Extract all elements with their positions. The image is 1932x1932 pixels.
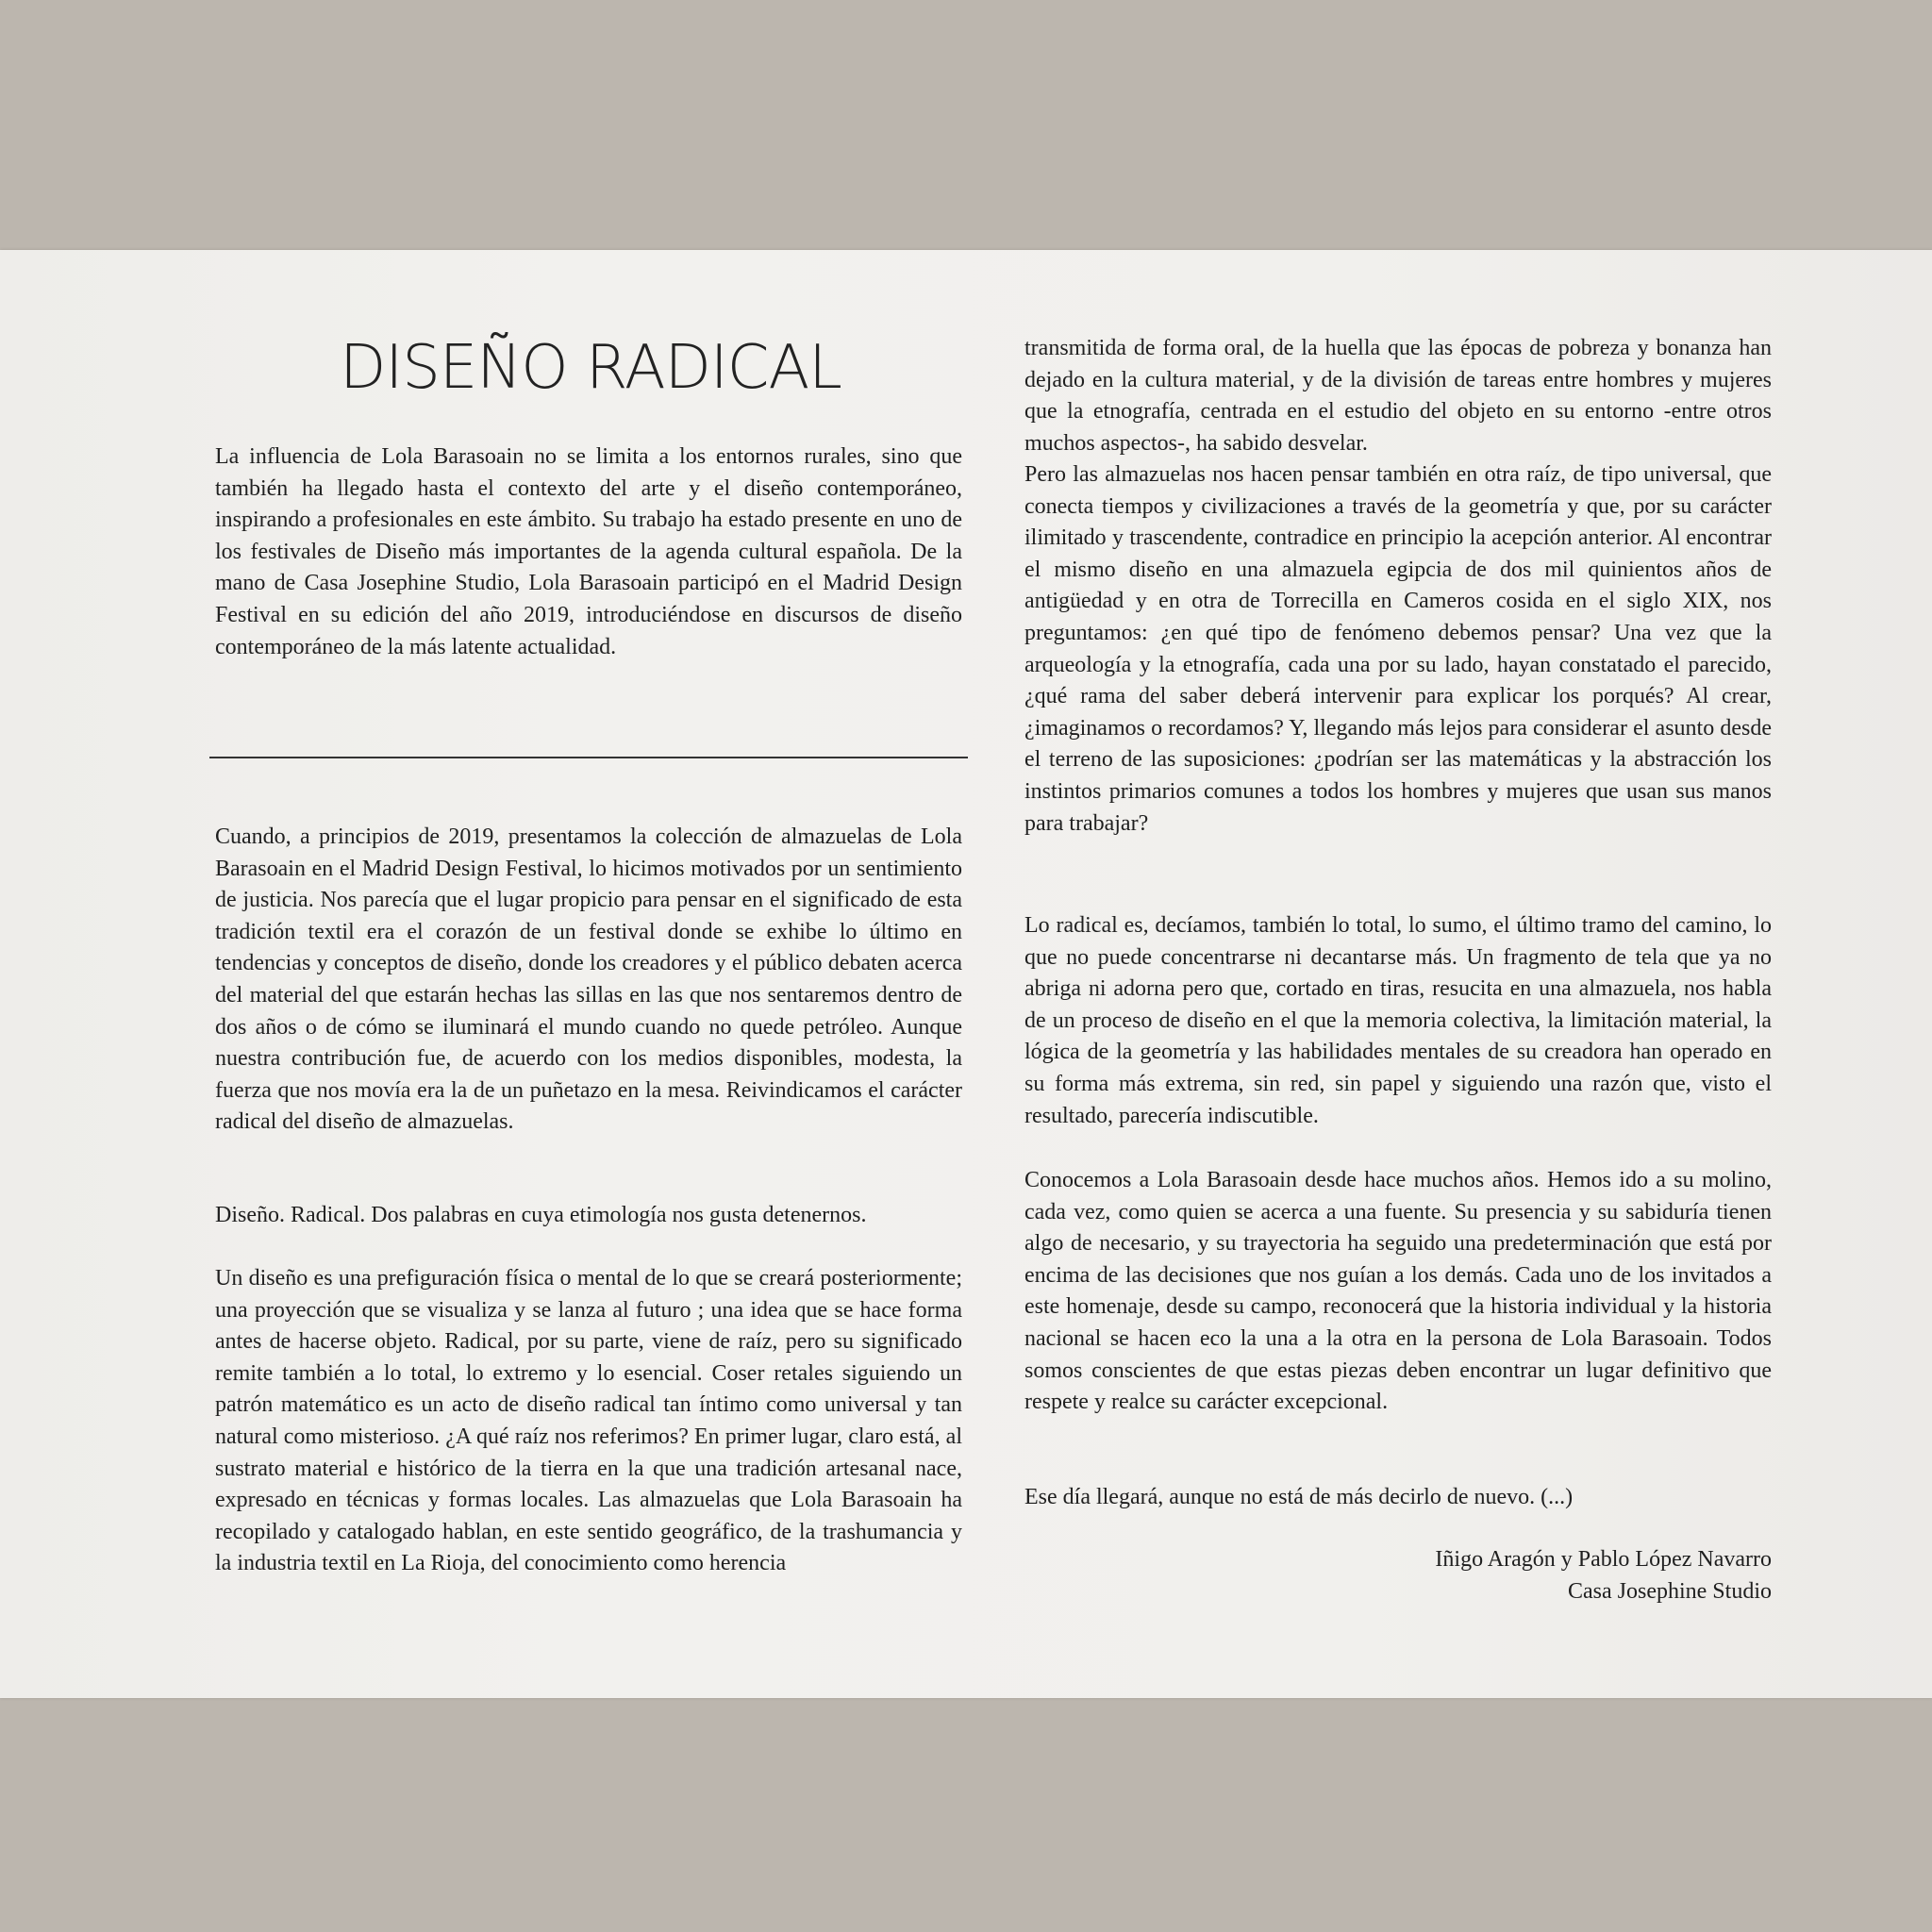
body-paragraph-3: Un diseño es una prefiguración física o mental de lo que se creará posteriormente; una proyección que se visualiza y se lanza al futuro ; una idea que se hace forma antes de hacerse objeto. Radical, por su parte, viene de raíz, pero su significado remite también a lo total, lo extremo y lo esencial. Coser retales siguiendo un patrón matemático es un acto de diseño radical tan íntimo como universal y tan natural como misterioso. ¿A qué raíz nos referimos? En primer lugar, claro está, al sustrato material e histórico de la tierra en la que una tradición artesanal nace, expresado en técnicas y formas locales. Las almazuelas que Lola Barasoain ha recopilado y catalogado hablan, en este sentido geográfico, de la trashumancia y la industria textil en La Rioja, del conocimiento como herencia: [215, 1266, 962, 1576]
page-title: DISEÑO RADICAL: [340, 333, 841, 403]
intro-paragraph: La influencia de Lola Barasoain no se limita a los entornos rurales, sino que también ha llegado hasta el contexto del arte y el diseño contemporáneo, inspirando a profesionales en este ámbito. Su trabajo ha estado presente en uno de los festivales de Diseño más importantes de la agenda cultural española. De la mano de Casa Josephine Studio, Lola Barasoain participó en el Madrid Design Festival en su edición del año 2019, introduciéndose en discursos de diseño contemporáneo de la más latente actualidad.: [215, 444, 962, 659]
body-paragraph-4: transmitida de forma oral, de la huella que las épocas de pobreza y bonanza han dejado en la cultura material, y de la división de tareas entre hombres y mujeres que la etnografía, centrada en el estudio del objeto en su entorno -entre otros muchos aspectos-, ha sabido desvelar.: [1024, 336, 1772, 456]
body-paragraph-8: Ese día llegará, aunque no está de más decirlo de nuevo. (...): [1024, 1485, 1574, 1509]
body-paragraph-5: Pero las almazuelas nos hacen pensar también en otra raíz, de tipo universal, que conecta tiempos y civilizaciones a través de la geometría y que, por su carácter ilimitado y trascendente, contradice en principio la acepción anterior. Al encontrar el mismo diseño en una almazuela egipcia de dos mil quinientos años de antigüedad y en otra de Torrecilla en Cameros cosida en el siglo XIX, nos preguntamos: ¿en qué tipo de fenómeno debemos pensar? Una vez que la arqueología y la etnografía, cada una por su lado, hayan constatado el parecido, ¿qué rama del saber deberá intervenir para explicar los porqués? Al crear, ¿imaginamos o recordamos? Y, llegando más lejos para considerar el asunto desde el terreno de las suposiciones: ¿podrían ser las matemáticas y la abstracción los instintos primarios comunes a todos los hombres y mujeres que usan sus manos para trabajar?: [1024, 462, 1772, 836]
signature-block: [1024, 1544, 1772, 1607]
signature-studio: Casa Josephine Studio: [1568, 1578, 1772, 1604]
signature-names: Iñigo Aragón y Pablo López Navarro: [1435, 1547, 1772, 1572]
section-divider: [209, 757, 968, 758]
body-paragraph-1: Cuando, a principios de 2019, presentamos la colección de almazuelas de Lola Barasoain en el Madrid Design Festival, lo hicimos motivados por un sentimiento de justicia. Nos parecía que el lugar propicio para pensar en el significado de esta tradición textil era el corazón de un festival donde se exhibe lo último en tendencias y conceptos de diseño, donde los creadores y el público debaten acerca del material del que estarán hechas las sillas en las que nos sentaremos dentro de dos años o de cómo se iluminará el mundo cuando no quede petróleo. Aunque nuestra contribución fue, de acuerdo con los medios disponibles, modesta, la fuerza que nos movía era la de un puñetazo en la mesa. Reivindicamos el carácter radical del diseño de almazuelas.: [215, 824, 962, 1135]
document-page: [0, 250, 1932, 1698]
body-paragraph-7: Conocemos a Lola Barasoain desde hace muchos años. Hemos ido a su molino, cada vez, como quien se acerca a una fuente. Su presencia y su sabiduría tienen algo de necesario, y su trayectoria ha seguido una predeterminación que está por encima de las decisiones que nos guían a los demás. Cada uno de los invitados a este homenaje, desde su campo, reconocerá que la historia individual y la historia nacional se hacen eco la una a la otra en la persona de Lola Barasoain. Todos somos conscientes de que estas piezas deben encontrar un lugar definitivo que respete y realce su carácter excepcional.: [1024, 1168, 1772, 1415]
body-paragraph-2: Diseño. Radical. Dos palabras en cuya etimología nos gusta detenernos.: [215, 1203, 867, 1227]
body-paragraph-6: Lo radical es, decíamos, también lo total, lo sumo, el último tramo del camino, lo que no puede concentrarse ni decantarse más. Un fragmento de tela que ya no abriga ni adorna pero que, cortado en tiras, resucita en una almazuela, nos habla de un proceso de diseño en el que la memoria colectiva, la limitación material, la lógica de la geometría y las habilidades mentales de su creadora han operado en su forma más extrema, sin red, sin papel y siguiendo una razón que, visto el resultado, parecería indiscutible.: [1024, 913, 1772, 1128]
